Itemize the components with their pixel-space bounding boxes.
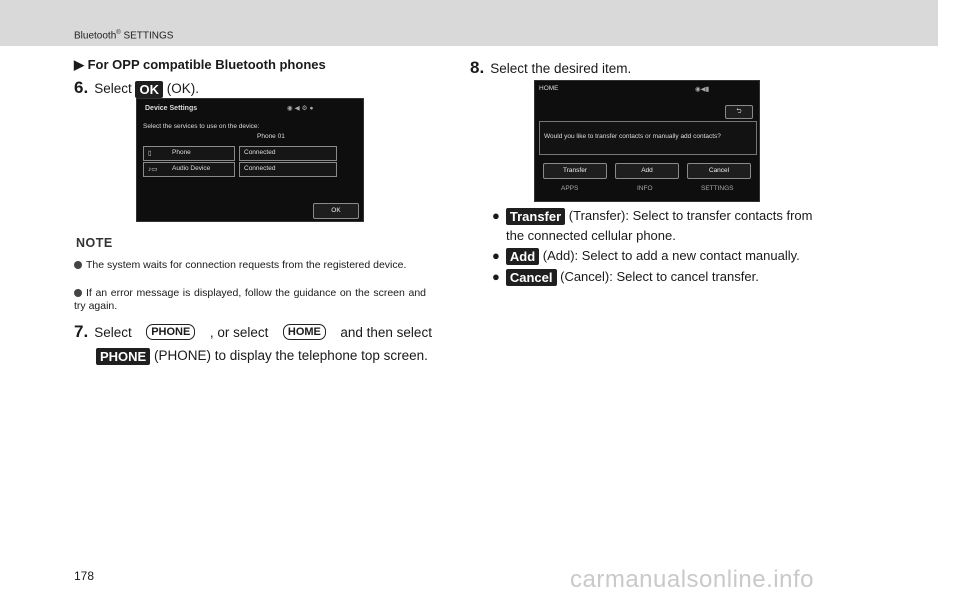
step-7-text-2: , or select	[209, 324, 269, 340]
step-7	[74, 322, 432, 365]
step-8	[470, 58, 631, 78]
bullet-icon: ●	[492, 248, 500, 263]
header-title-main: Bluetooth	[74, 30, 117, 42]
phone-key: PHONE	[146, 324, 195, 340]
page-number: 178	[74, 569, 95, 583]
back-button[interactable]: ⮌	[725, 105, 753, 119]
option-cancel-text: (Cancel): Select to cancel transfer.	[556, 269, 759, 284]
step-6	[74, 78, 199, 98]
dialog-box	[539, 121, 757, 155]
screen1-device: Phone 01	[257, 133, 285, 140]
step-7-number: 7.	[74, 322, 89, 341]
note-item-1	[74, 259, 426, 272]
note-item-1-text: The system waits for connection requests from the registered device.	[86, 259, 407, 271]
music-icon: ♪▭	[148, 166, 158, 173]
option-add	[492, 247, 800, 265]
device-settings-screen	[136, 98, 364, 222]
bullet-icon: ●	[492, 269, 500, 284]
transfer-contacts-screen	[534, 80, 760, 202]
cancel-badge: Cancel	[506, 269, 557, 286]
step-7-text-4: (PHONE) to display the telephone top screen.	[150, 348, 428, 364]
watermark: carmanualsonline.info	[570, 566, 814, 593]
status-icons: ◉◀⚙●	[287, 105, 316, 112]
screen2-home: HOME	[539, 85, 559, 92]
option-transfer-continued: the connected cellular phone.	[506, 228, 676, 243]
row-phone-status-text: Connected	[244, 149, 276, 156]
note-item-2	[74, 287, 426, 313]
step-8-text: Select the desired item.	[490, 61, 632, 76]
row-audio-status	[239, 162, 337, 177]
status-icons: ◉◀▮	[695, 86, 710, 93]
note-title: NOTE	[76, 236, 113, 250]
add-button[interactable]: Add	[615, 163, 679, 179]
transfer-badge: Transfer	[506, 208, 565, 225]
step-6-suffix: (OK).	[162, 81, 199, 96]
option-add-text: (Add): Select to add a new contact manually.	[539, 248, 800, 263]
bullet-icon	[74, 261, 82, 269]
option-transfer	[492, 207, 813, 225]
cancel-button[interactable]: Cancel	[687, 163, 751, 179]
tab-info[interactable]: INFO	[637, 185, 653, 192]
add-badge: Add	[506, 248, 539, 265]
step-6-prefix: Select	[94, 81, 136, 96]
screen2-question: Would you like to transfer contacts or manually add contacts?	[544, 133, 721, 140]
header-title-rest: SETTINGS	[120, 30, 174, 42]
bullet-icon: ●	[492, 208, 500, 223]
tab-settings[interactable]: SETTINGS	[701, 185, 734, 192]
step-7-text-3: and then select	[340, 324, 432, 340]
screen1-subtitle: Select the services to use on the device:	[143, 123, 260, 130]
step-8-number: 8.	[470, 58, 485, 77]
row-audio-status-text: Connected	[244, 165, 276, 172]
bullet-icon	[74, 289, 82, 297]
header-title	[74, 30, 173, 41]
row-phone-label: Phone	[172, 149, 191, 156]
row-audio-label: Audio Device	[172, 165, 211, 172]
page-header	[0, 0, 938, 46]
row-phone-status	[239, 146, 337, 161]
step-7-text-1: Select	[94, 325, 132, 340]
screen1-title: Device Settings	[145, 105, 198, 112]
phone-badge: PHONE	[96, 348, 150, 365]
transfer-button[interactable]: Transfer	[543, 163, 607, 179]
option-cancel	[492, 268, 759, 286]
phone-icon: ▯	[148, 150, 152, 157]
row-phone-service[interactable]	[143, 146, 235, 161]
step-6-number: 6.	[74, 78, 89, 97]
note-item-2-text: If an error message is displayed, follow the guidance on the screen and try again.	[74, 287, 426, 312]
ok-badge: OK	[135, 81, 163, 98]
row-audio-service[interactable]	[143, 162, 235, 177]
tab-apps[interactable]: APPS	[561, 185, 579, 192]
screen1-ok-button[interactable]: OK	[313, 203, 359, 219]
header-title-sup: ®	[116, 30, 121, 36]
section-heading: ▶ For OPP compatible Bluetooth phones	[74, 57, 326, 72]
home-key: HOME	[283, 324, 326, 340]
option-transfer-text: (Transfer): Select to transfer contacts from	[565, 208, 813, 223]
